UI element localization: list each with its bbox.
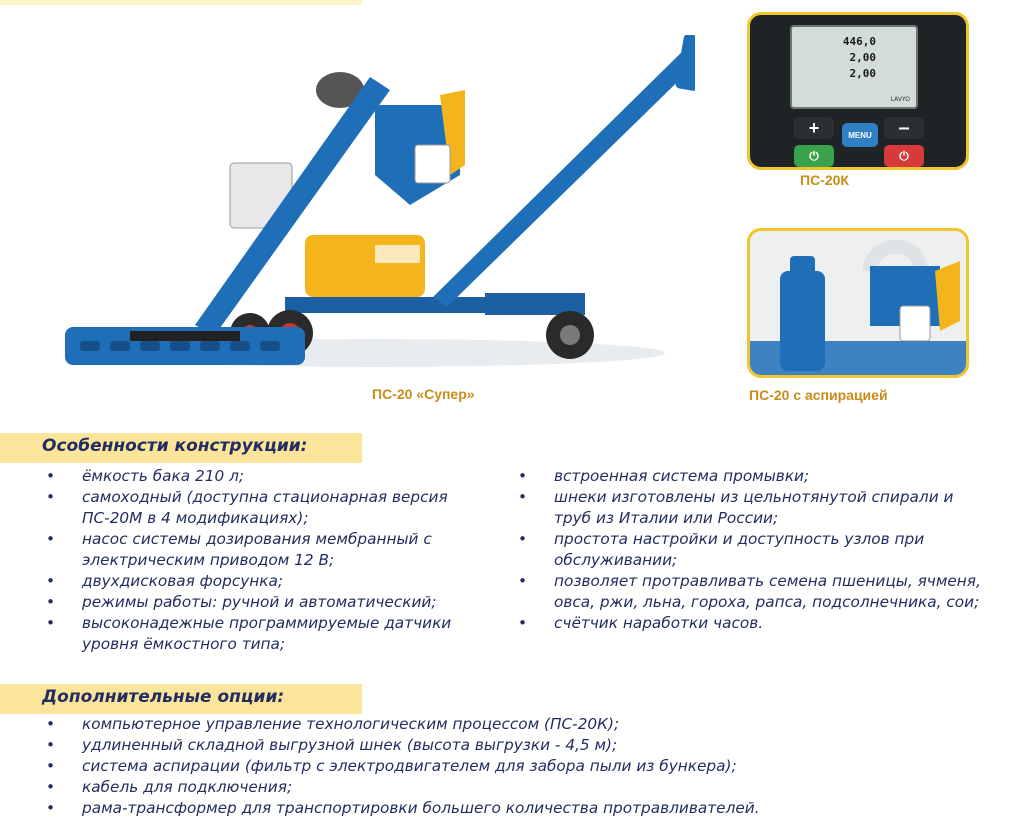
features-title: Особенности конструкции: xyxy=(42,436,308,456)
options-header xyxy=(0,684,362,714)
display-line-2: 2,00 xyxy=(849,51,876,64)
seed-treater-main-image xyxy=(55,35,695,380)
aspiration-thumbnail xyxy=(747,228,969,378)
features-list-left xyxy=(42,466,492,655)
list-item: • режимы работы: ручной и автоматический; xyxy=(42,592,492,613)
list-item: • позволяет протравливать семена пшеницы, ячменя, овса, ржи, льна, гороха, рапса, подсолнечника, сои; xyxy=(514,571,984,613)
list-item: • самоходный (доступна стационарная версия ПС-20М в 4 модификациях); xyxy=(42,487,492,529)
display-brand: LAVYO xyxy=(890,96,910,103)
list-item: • встроенная система промывки; xyxy=(514,466,984,487)
features-header xyxy=(0,433,362,463)
control-panel-caption: ПС-20К xyxy=(800,172,849,188)
panel-stop-icon: ⏻ xyxy=(884,145,924,167)
list-item: • компьютерное управление технологическим процессом (ПС-20К); xyxy=(42,714,1002,735)
panel-menu-button: MENU xyxy=(842,123,878,147)
features-list-right xyxy=(514,466,984,634)
aspiration-caption: ПС-20 с аспирацией xyxy=(749,387,888,403)
top-decor-strip xyxy=(0,0,362,5)
list-item: • ёмкость бака 210 л; xyxy=(42,466,492,487)
control-panel-thumbnail xyxy=(747,12,969,170)
panel-minus-button: – xyxy=(884,117,924,139)
list-item: • рама-трансформер для транспортировки большего количества протравливателей. xyxy=(42,798,1002,819)
panel-plus-button: + xyxy=(794,117,834,139)
list-item: • насос системы дозирования мембранный с электрическим приводом 12 В; xyxy=(42,529,492,571)
panel-start-icon: ⏻ xyxy=(794,145,834,167)
list-item: • удлиненный складной выгрузной шнек (высота выгрузки - 4,5 м); xyxy=(42,735,1002,756)
list-item: • двухдисковая форсунка; xyxy=(42,571,492,592)
aspiration-image xyxy=(750,231,966,375)
main-photo-caption: ПС-20 «Супер» xyxy=(372,386,475,402)
list-item: • система аспирации (фильтр с электродвигателем для забора пыли из бункера); xyxy=(42,756,1002,777)
list-item: • шнеки изготовлены из цельнотянутой спирали и труб из Италии или России; xyxy=(514,487,984,529)
list-item: • простота настройки и доступность узлов при обслуживании; xyxy=(514,529,984,571)
panel-display xyxy=(790,25,918,109)
display-line-1: 446,0 xyxy=(842,35,876,48)
options-list xyxy=(42,714,1002,819)
list-item: • кабель для подключения; xyxy=(42,777,1002,798)
options-title: Дополнительные опции: xyxy=(42,687,285,707)
list-item: • высоконадежные программируемые датчики уровня ёмкостного типа; xyxy=(42,613,492,655)
list-item: • счётчик наработки часов. xyxy=(514,613,984,634)
display-line-3: 2,00 xyxy=(849,67,876,80)
